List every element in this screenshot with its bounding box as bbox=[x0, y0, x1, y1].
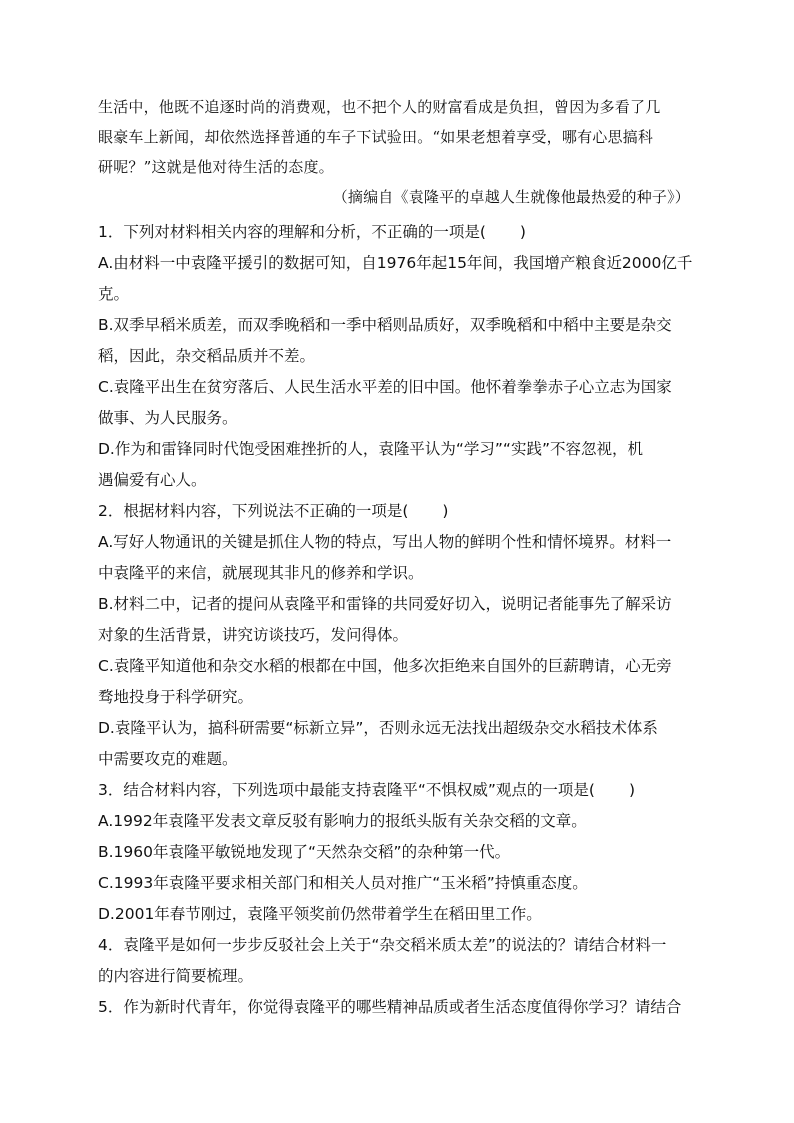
question-stem: 5．作为新时代青年，你觉得袁隆平的哪些精神品质或者生活态度值得你学习？请结合 bbox=[98, 998, 682, 1016]
option-line: 中需要攻克的难题。 bbox=[98, 750, 238, 768]
question-stem-tail: ) bbox=[519, 223, 526, 241]
option-line: A.由材料一中袁隆平援引的数据可知，自1976年起15年间，我国增产粮食近2000亿千 bbox=[98, 254, 693, 272]
option-line: 稻，因此，杂交稻品质并不差。 bbox=[98, 347, 316, 365]
passage-source: （摘编自《袁隆平的卓越人生就像他最热爱的种子》） bbox=[332, 188, 690, 206]
option-line: B.双季早稻米质差，而双季晚稻和一季中稻则品质好，双季晚稻和中稻中主要是杂交 bbox=[98, 316, 672, 334]
option-line: C.袁隆平出生在贫穷落后、人民生活水平差的旧中国。他怀着拳拳赤子心立志为国家 bbox=[98, 378, 672, 396]
question-stem-tail: ) bbox=[628, 781, 636, 799]
option-line: D.2001年春节刚过，袁隆平领奖前仍然带着学生在稻田里工作。 bbox=[98, 905, 542, 923]
question-stem bbox=[98, 496, 710, 527]
passage-excerpt bbox=[98, 92, 698, 212]
option-line: B.材料二中，记者的提问从袁隆平和雷锋的共同爱好切入，说明记者能事先了解采访 bbox=[98, 595, 672, 613]
option-line: B.1960年袁隆平敏锐地发现了“天然杂交稻”的杂种第一代。 bbox=[98, 843, 511, 861]
passage-line: 眼豪车上新闻，却依然选择普通的车子下试验田。“如果老想着享受，哪有心思搞科 bbox=[98, 128, 654, 146]
question-5 bbox=[98, 992, 710, 1023]
question-stem-text: 1．下列对材料相关内容的理解和分析，不正确的一项是( bbox=[98, 223, 486, 241]
question-4 bbox=[98, 930, 710, 992]
option-line: 对象的生活背景，讲究访谈技巧，发问得体。 bbox=[98, 626, 409, 644]
option-line: D.袁隆平认为，搞科研需要“标新立异”，否则永远无法找出超级杂交水稻技术体系 bbox=[98, 719, 658, 737]
option-line: 遇偏爱有心人。 bbox=[98, 471, 207, 489]
question-2 bbox=[98, 496, 710, 775]
option-line: A.写好人物通讯的关键是抓住人物的特点，写出人物的鲜明个性和情怀境界。材料一 bbox=[98, 533, 672, 551]
option-line: 中袁隆平的来信，就展现其非凡的修养和学识。 bbox=[98, 564, 424, 582]
passage-line: 研呢？”这就是他对待生活的态度。 bbox=[98, 158, 334, 176]
question-stem-tail: ) bbox=[442, 502, 449, 520]
question-stem: 4．袁隆平是如何一步步反驳社会上关于“杂交稻米质太差”的说法的？请结合材料一 bbox=[98, 936, 667, 954]
passage-line: 生活中，他既不追逐时尚的消费观，也不把个人的财富看成是负担，曾因为多看了几 bbox=[98, 98, 661, 116]
option-line: A.1992年袁隆平发表文章反驳有影响力的报纸头版有关杂交稻的文章。 bbox=[98, 812, 587, 830]
option-line: 做事、为人民服务。 bbox=[98, 409, 238, 427]
question-1 bbox=[98, 217, 710, 496]
option-line: 克。 bbox=[98, 285, 130, 303]
question-stem: 的内容进行简要梳理。 bbox=[98, 967, 254, 985]
question-3 bbox=[98, 775, 710, 930]
question-stem bbox=[98, 217, 710, 248]
option-line: 骛地投身于科学研究。 bbox=[98, 688, 254, 706]
question-stem bbox=[98, 775, 710, 806]
question-stem-text: 3．结合材料内容，下列选项中最能支持袁隆平“不惧权威”观点的一项是( bbox=[98, 781, 595, 799]
option-line: C.1993年袁隆平要求相关部门和相关人员对推广“玉米稻”持慎重态度。 bbox=[98, 874, 588, 892]
option-line: C.袁隆平知道他和杂交水稻的根都在中国，他多次拒绝来自国外的巨薪聘请，心无旁 bbox=[98, 657, 672, 675]
question-list bbox=[98, 217, 710, 1023]
question-stem-text: 2．根据材料内容，下列说法不正确的一项是( bbox=[98, 502, 409, 520]
option-line: D.作为和雷锋同时代饱受困难挫折的人，袁隆平认为“学习”“实践”不容忽视，机 bbox=[98, 440, 643, 458]
